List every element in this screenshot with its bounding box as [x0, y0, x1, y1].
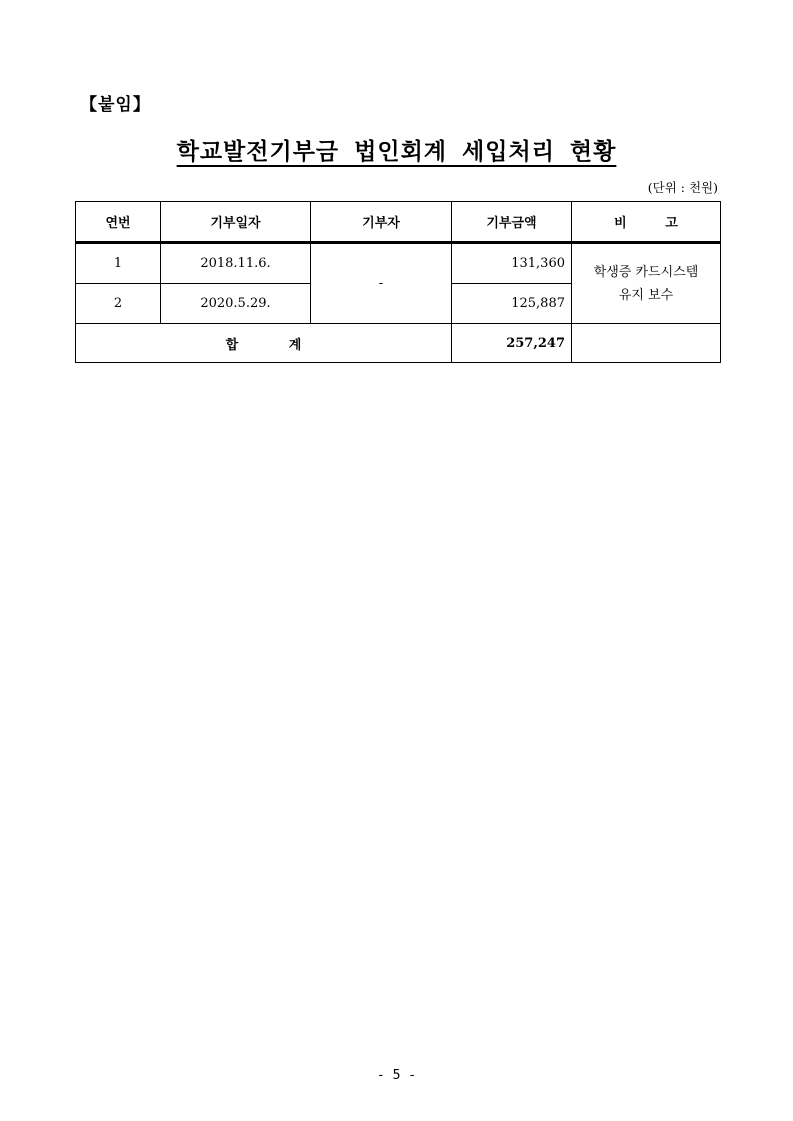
total-amount: 257,247	[452, 324, 572, 363]
cell-no: 2	[76, 284, 161, 324]
header-note: 비 고	[572, 202, 721, 243]
total-row	[76, 324, 721, 363]
cell-amount: 131,360	[452, 243, 572, 284]
cell-date: 2020.5.29.	[161, 284, 311, 324]
donation-table	[75, 201, 721, 363]
unit-note: (단위 : 천원)	[647, 180, 718, 195]
cell-donor: -	[311, 243, 452, 324]
page-number: - 5 -	[376, 1068, 417, 1083]
cell-no: 1	[76, 243, 161, 284]
cell-amount: 125,887	[452, 284, 572, 324]
header-amount: 기부금액	[452, 202, 572, 243]
header-donor: 기부자	[311, 202, 452, 243]
header-no: 연번	[76, 202, 161, 243]
document-title-wrapper	[0, 133, 793, 166]
total-note-empty	[572, 324, 721, 363]
total-label: 합 계	[76, 324, 452, 363]
table-row	[76, 243, 721, 284]
cell-note	[572, 243, 721, 324]
note-line-1: 학생증 카드시스템	[593, 264, 699, 280]
table-header-row	[76, 202, 721, 243]
cell-date: 2018.11.6.	[161, 243, 311, 284]
document-title: 학교발전기부금 법인회계 세입처리 현황	[176, 138, 617, 165]
header-date: 기부일자	[161, 202, 311, 243]
attachment-label: 【붙임】	[80, 95, 151, 115]
note-line-2: 유지 보수	[618, 287, 674, 303]
